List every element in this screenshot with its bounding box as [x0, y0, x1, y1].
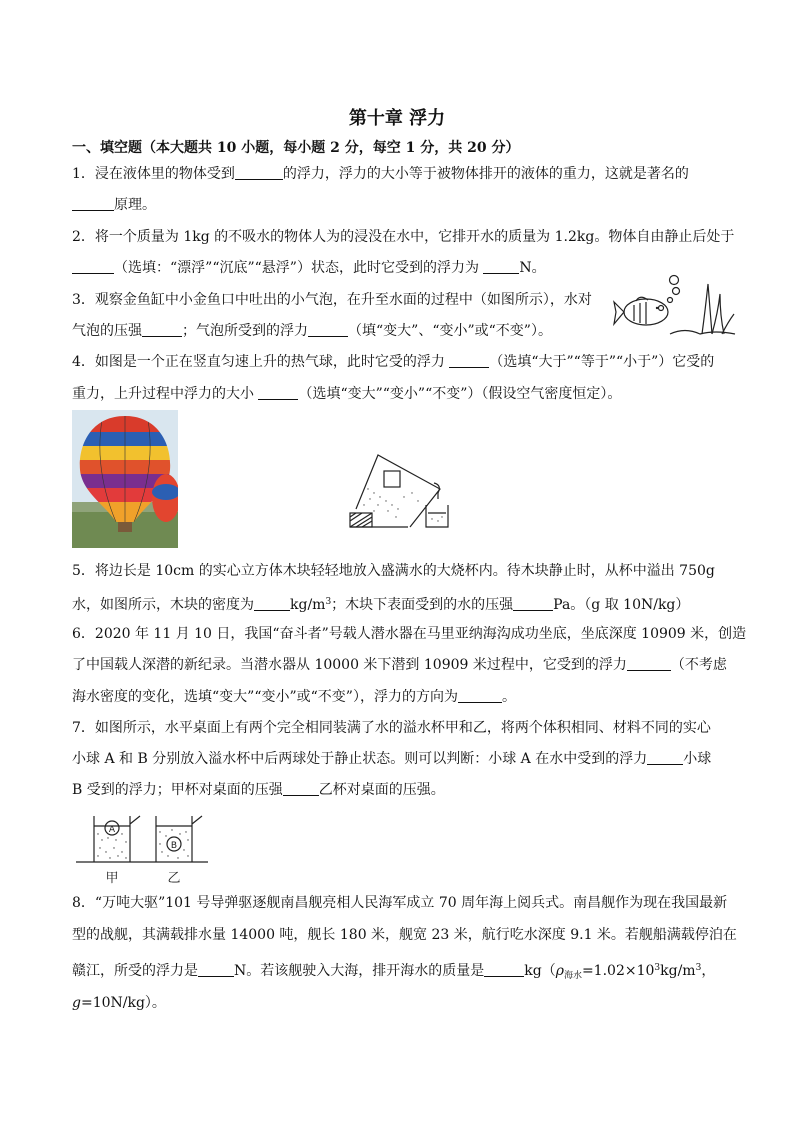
q7-text-a: 7．如图所示，水平桌面上有两个完全相同装满了水的溢水杯甲和乙，将两个体积相同、材料不同的实心 — [72, 720, 711, 736]
q8-exponent-1: 3 — [654, 963, 661, 973]
q8-exponent-2: 3 — [695, 963, 702, 973]
q6-text-b: 了中国载人深潜的新纪录。当潜水器从 10000 米下潜到 10909 米过程中，它受到的浮力 — [72, 657, 627, 673]
q8-line2 — [72, 925, 737, 945]
q6-text-e: 。 — [501, 689, 516, 705]
q8-text-g: kg/m — [660, 963, 696, 979]
section-heading: 一、填空题（本大题共 10 小题，每小题 2 分，每空 1 分，共 20 分） — [72, 140, 520, 156]
q8-text-j: =10N/kg）。 — [80, 995, 166, 1011]
q3-text-a: 3．观察金鱼缸中小金鱼口中吐出的小气泡，在升至水面的过程中（如图所示），水对 — [72, 292, 592, 308]
q3-text-c: ；气泡所受到的浮力 — [182, 323, 308, 339]
q2-blank-1[interactable] — [72, 259, 114, 274]
q2-line1 — [72, 227, 734, 247]
cup-yi-label: 乙 — [167, 871, 181, 886]
q5-unit-density: kg/m — [290, 597, 326, 613]
q8-text-c: 赣江，所受的浮力是 — [72, 963, 198, 979]
hot-air-balloon-photo — [72, 410, 178, 548]
q4-text-b: （选填“大于”“等于”“小于”）它受的 — [489, 354, 715, 370]
q5-text-b: 水，如图所示，木块的密度为 — [72, 597, 254, 613]
q8-line1 — [72, 893, 727, 913]
q1-text-b: 的浮力，浮力的大小等于被物体排开的液体的重力，这就是著名的 — [282, 166, 689, 182]
q7-text-d: B 受到的浮力；甲杯对桌面的压强 — [72, 782, 283, 798]
q1-text-a: 1．浸在液体里的物体受到 — [72, 166, 235, 182]
q7-line3 — [72, 780, 445, 800]
q8-text-f: =1.02×10 — [581, 963, 655, 979]
overflow-cups-figure — [72, 812, 212, 886]
q8-text-e: kg（ — [524, 963, 556, 979]
q3-blank-2[interactable] — [308, 322, 348, 337]
ball-b-label: B — [170, 841, 178, 851]
q8-text-h: ， — [701, 963, 716, 979]
q4-line2 — [72, 384, 621, 404]
q4-text-a: 4．如图是一个正在竖直匀速上升的热气球，此时它受的浮力 — [72, 354, 450, 370]
q8-text-b: 型的战舰，其满载排水量 14000 吨，舰长 180 米，舰宽 23 米，航行吃水深度 9.1 米。若舰船满载停泊在 — [72, 927, 737, 943]
q3-blank-1[interactable] — [142, 322, 182, 337]
q7-text-b: 小球 A 和 B 分别放入溢水杯中后两球处于静止状态。则可以判断：小球 A 在水中受到的浮力 — [72, 751, 648, 767]
q2-blank-2[interactable] — [483, 259, 519, 274]
q5-line2 — [72, 592, 689, 615]
ball-a-label: A — [108, 825, 116, 835]
q1-text-c: 原理。 — [114, 197, 156, 213]
q5-text-d: ；木块下表面受到的水的压强 — [331, 597, 514, 613]
q8-text-d: N。若该舰驶入大海，排开海水的质量是 — [234, 963, 485, 979]
q5-text-a: 5．将边长是 10cm 的实心立方体木块轻轻地放入盛满水的大烧杯内。待木块静止时，从杯中溢出 750g — [72, 563, 715, 579]
q7-line1 — [72, 718, 711, 738]
q2-text-c: N。 — [519, 260, 546, 276]
q6-text-c: （不考虑 — [670, 657, 727, 673]
q3-text-b: 气泡的压强 — [72, 323, 142, 339]
q6-line1 — [72, 624, 746, 644]
q8-rho-symbol: ρ — [555, 963, 564, 979]
q8-line3 — [72, 958, 715, 986]
q7-text-e: 乙杯对桌面的压强。 — [318, 782, 445, 798]
q3-line1 — [72, 290, 592, 310]
q3-line2 — [72, 321, 552, 341]
q1-blank-1[interactable] — [235, 165, 283, 180]
q2-text-b: （选填：“漂浮”“沉底”“悬浮”）状态，此时它受到的浮力为 — [114, 260, 484, 276]
q6-text-d: 海水密度的变化，选填“变大”“变小”或“不变”），浮力的方向为 — [72, 689, 458, 705]
overflow-beaker-figure — [348, 449, 450, 529]
cup-jia-label: 甲 — [105, 871, 119, 886]
q7-blank-1[interactable] — [647, 750, 683, 765]
q7-line2 — [72, 749, 711, 769]
q8-g-symbol: g — [72, 995, 81, 1011]
q2-text-a: 2．将一个质量为 1kg 的不吸水的物体人为的浸没在水中，它排开水的质量为 1.2kg。物体自由静止后处于 — [72, 229, 735, 245]
q5-text-e: Pa。（g 取 10N/kg） — [553, 597, 690, 613]
q2-line2 — [72, 258, 546, 278]
q8-rho-subscript: 海水 — [563, 971, 582, 981]
q7-text-c: 小球 — [683, 751, 712, 767]
q6-line3 — [72, 687, 516, 707]
q8-line4 — [72, 993, 166, 1013]
goldfish-bubbles-figure — [610, 272, 740, 338]
q8-blank-1[interactable] — [198, 962, 234, 977]
q4-text-d: （选填“变大”“变小”“不变”）（假设空气密度恒定）。 — [298, 386, 622, 402]
q4-text-c: 重力，上升过程中浮力的大小 — [72, 386, 259, 402]
q5-unit-exponent: 3 — [325, 597, 332, 607]
q1-line2 — [72, 195, 156, 215]
q4-line1 — [72, 352, 714, 372]
q1-line1 — [72, 164, 689, 184]
q8-blank-2[interactable] — [484, 962, 524, 977]
q5-blank-2[interactable] — [513, 596, 553, 611]
q6-blank-1[interactable] — [627, 656, 671, 671]
q8-text-a: 8．“万吨大驱”101 号导弹驱逐舰南昌舰亮相人民海军成立 70 周年海上阅兵式。南昌舰作为现在我国最新 — [72, 895, 728, 911]
q1-blank-2[interactable] — [72, 196, 114, 211]
q5-line1 — [72, 561, 715, 581]
q4-blank-2[interactable] — [258, 385, 298, 400]
q7-blank-2[interactable] — [283, 781, 319, 796]
q3-text-d: （填“变大”、“变小”或“不变”）。 — [348, 323, 552, 339]
q6-line2 — [72, 655, 727, 675]
chapter-title: 第十章 浮力 — [348, 108, 446, 129]
q4-blank-1[interactable] — [449, 353, 489, 368]
q6-text-a: 6．2020 年 11 月 10 日，我国“奋斗者”号载人潜水器在马里亚纳海沟成功坐底，坐底深度 10909 米，创造 — [72, 626, 747, 642]
q5-blank-1[interactable] — [254, 596, 290, 611]
q6-blank-2[interactable] — [458, 688, 502, 703]
